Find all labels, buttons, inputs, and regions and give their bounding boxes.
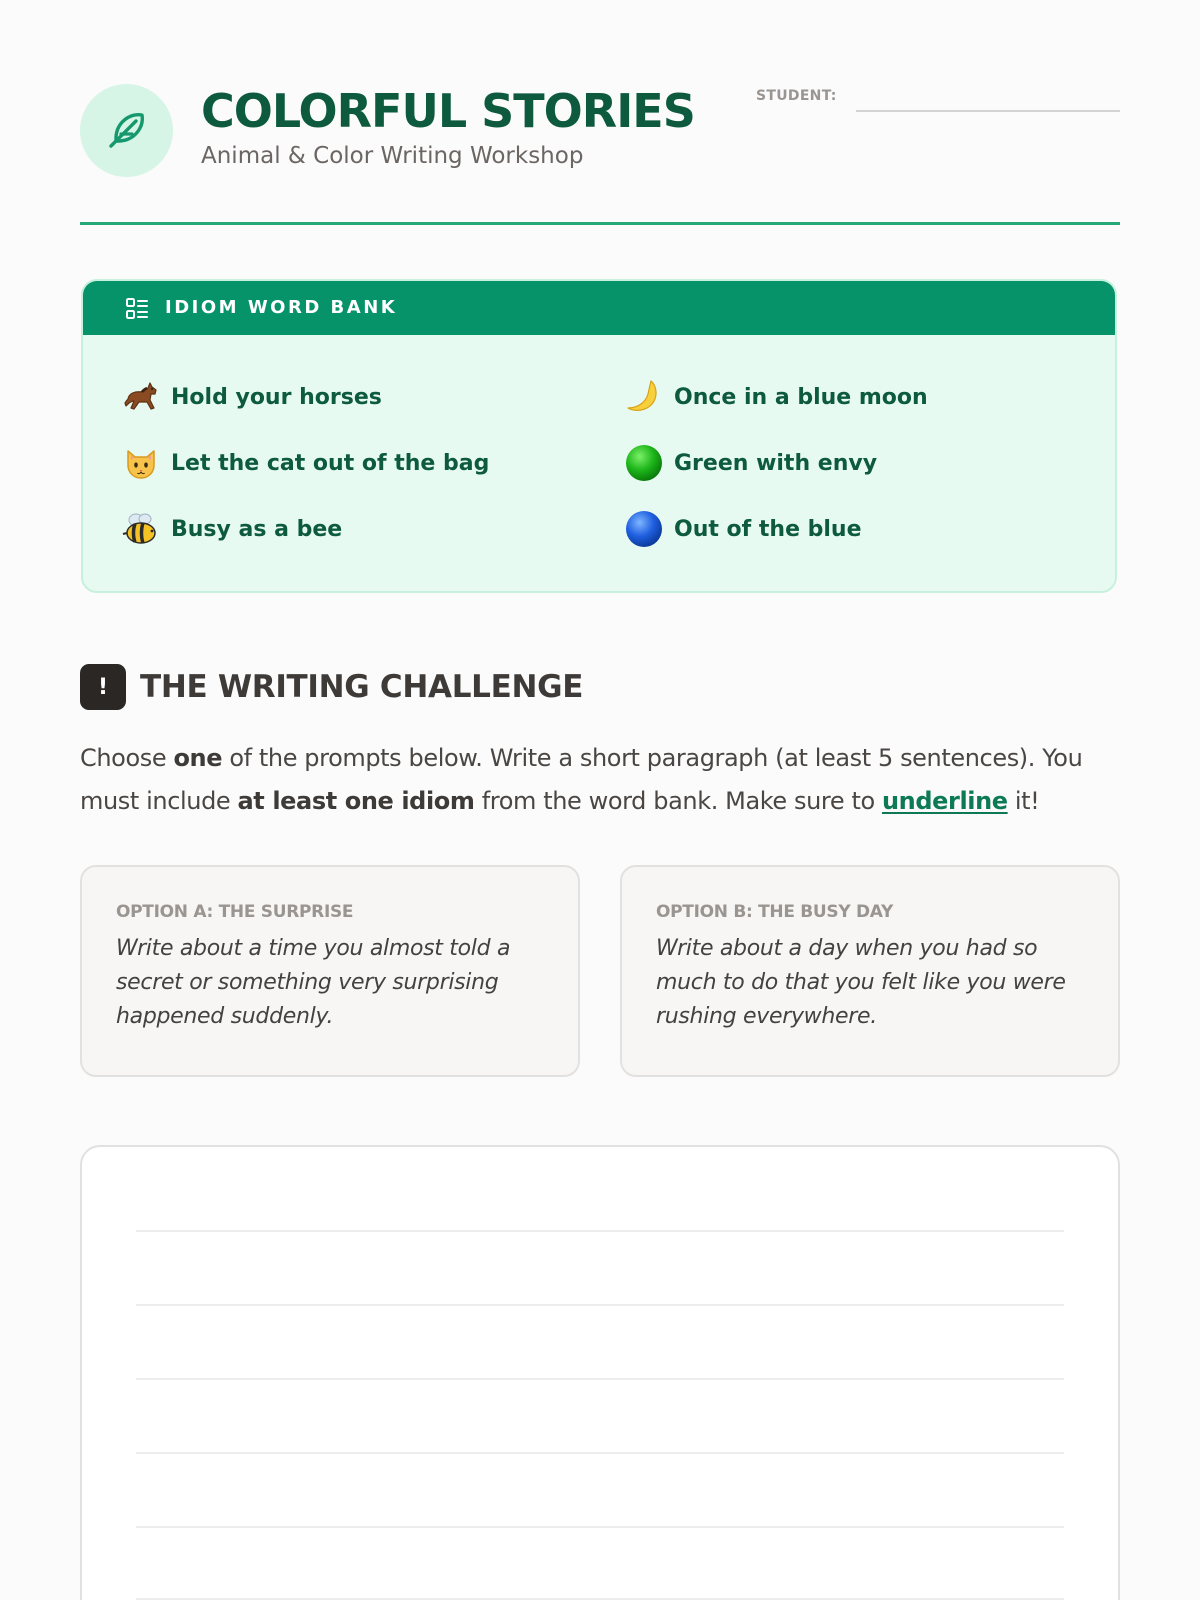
idiom-item — [121, 377, 382, 417]
idiom-label: Let the cat out of the bag — [171, 450, 490, 476]
exclamation-icon: ! — [80, 664, 126, 710]
cat-face-icon — [121, 443, 161, 483]
crescent-moon-icon — [624, 377, 664, 417]
option-title: OPTION A: THE SURPRISE — [116, 902, 354, 922]
writing-line — [136, 1304, 1064, 1306]
idiom-label: Busy as a bee — [171, 516, 343, 542]
list-icon — [125, 297, 149, 321]
idiom-label: Green with envy — [674, 450, 878, 476]
idiom-label: Once in a blue moon — [674, 384, 928, 410]
option-prompt: Write about a time you almost told a secret or something very surprising happened suddenly. — [116, 936, 511, 1029]
green-circle-icon — [624, 443, 664, 483]
student-name-field[interactable] — [856, 110, 1120, 112]
horse-icon — [121, 377, 161, 417]
bee-icon — [121, 509, 161, 549]
page-title: COLORFUL STORIES — [201, 84, 695, 138]
word-bank-header — [83, 281, 1115, 335]
instructions-text: it! — [1007, 787, 1040, 815]
writing-line — [136, 1452, 1064, 1454]
writing-line — [136, 1526, 1064, 1528]
worksheet-header — [80, 80, 1120, 225]
idiom-label: Out of the blue — [674, 516, 862, 542]
feather-icon — [103, 106, 151, 154]
option-a-card — [80, 865, 580, 1077]
blue-circle-icon — [624, 509, 664, 549]
instructions-emphasis: one — [173, 744, 223, 772]
option-title: OPTION B: THE BUSY DAY — [656, 902, 894, 922]
idiom-label: Hold your horses — [171, 384, 382, 410]
idiom-item — [624, 377, 928, 417]
page-subtitle: Animal & Color Writing Workshop — [201, 143, 584, 169]
challenge-instructions — [80, 737, 1120, 823]
logo-badge — [80, 84, 173, 177]
option-b-card — [620, 865, 1120, 1077]
instructions-text: from the word bank. Make sure to — [474, 787, 882, 815]
underline-emphasis: underline — [881, 787, 1008, 815]
option-prompt: Write about a day when you had so much to do that you felt like you were rushing everywhere. — [656, 936, 1066, 1029]
instructions-emphasis: at least one idiom — [237, 787, 475, 815]
writing-line — [136, 1230, 1064, 1232]
student-label: STUDENT: — [756, 88, 837, 104]
idiom-item — [121, 443, 489, 483]
idiom-item — [624, 509, 862, 549]
instructions-text: Choose — [80, 744, 174, 772]
challenge-heading — [80, 664, 583, 710]
challenge-title: THE WRITING CHALLENGE — [140, 669, 584, 705]
idiom-word-bank — [81, 279, 1117, 593]
writing-area[interactable] — [80, 1145, 1120, 1600]
idiom-item — [121, 509, 342, 549]
word-bank-title: IDIOM WORD BANK — [165, 297, 398, 318]
writing-line — [136, 1378, 1064, 1380]
idiom-item — [624, 443, 877, 483]
instructions-text: of the prompts below. Write a short paragraph (at least 5 sentences). You must include — [80, 744, 1083, 815]
